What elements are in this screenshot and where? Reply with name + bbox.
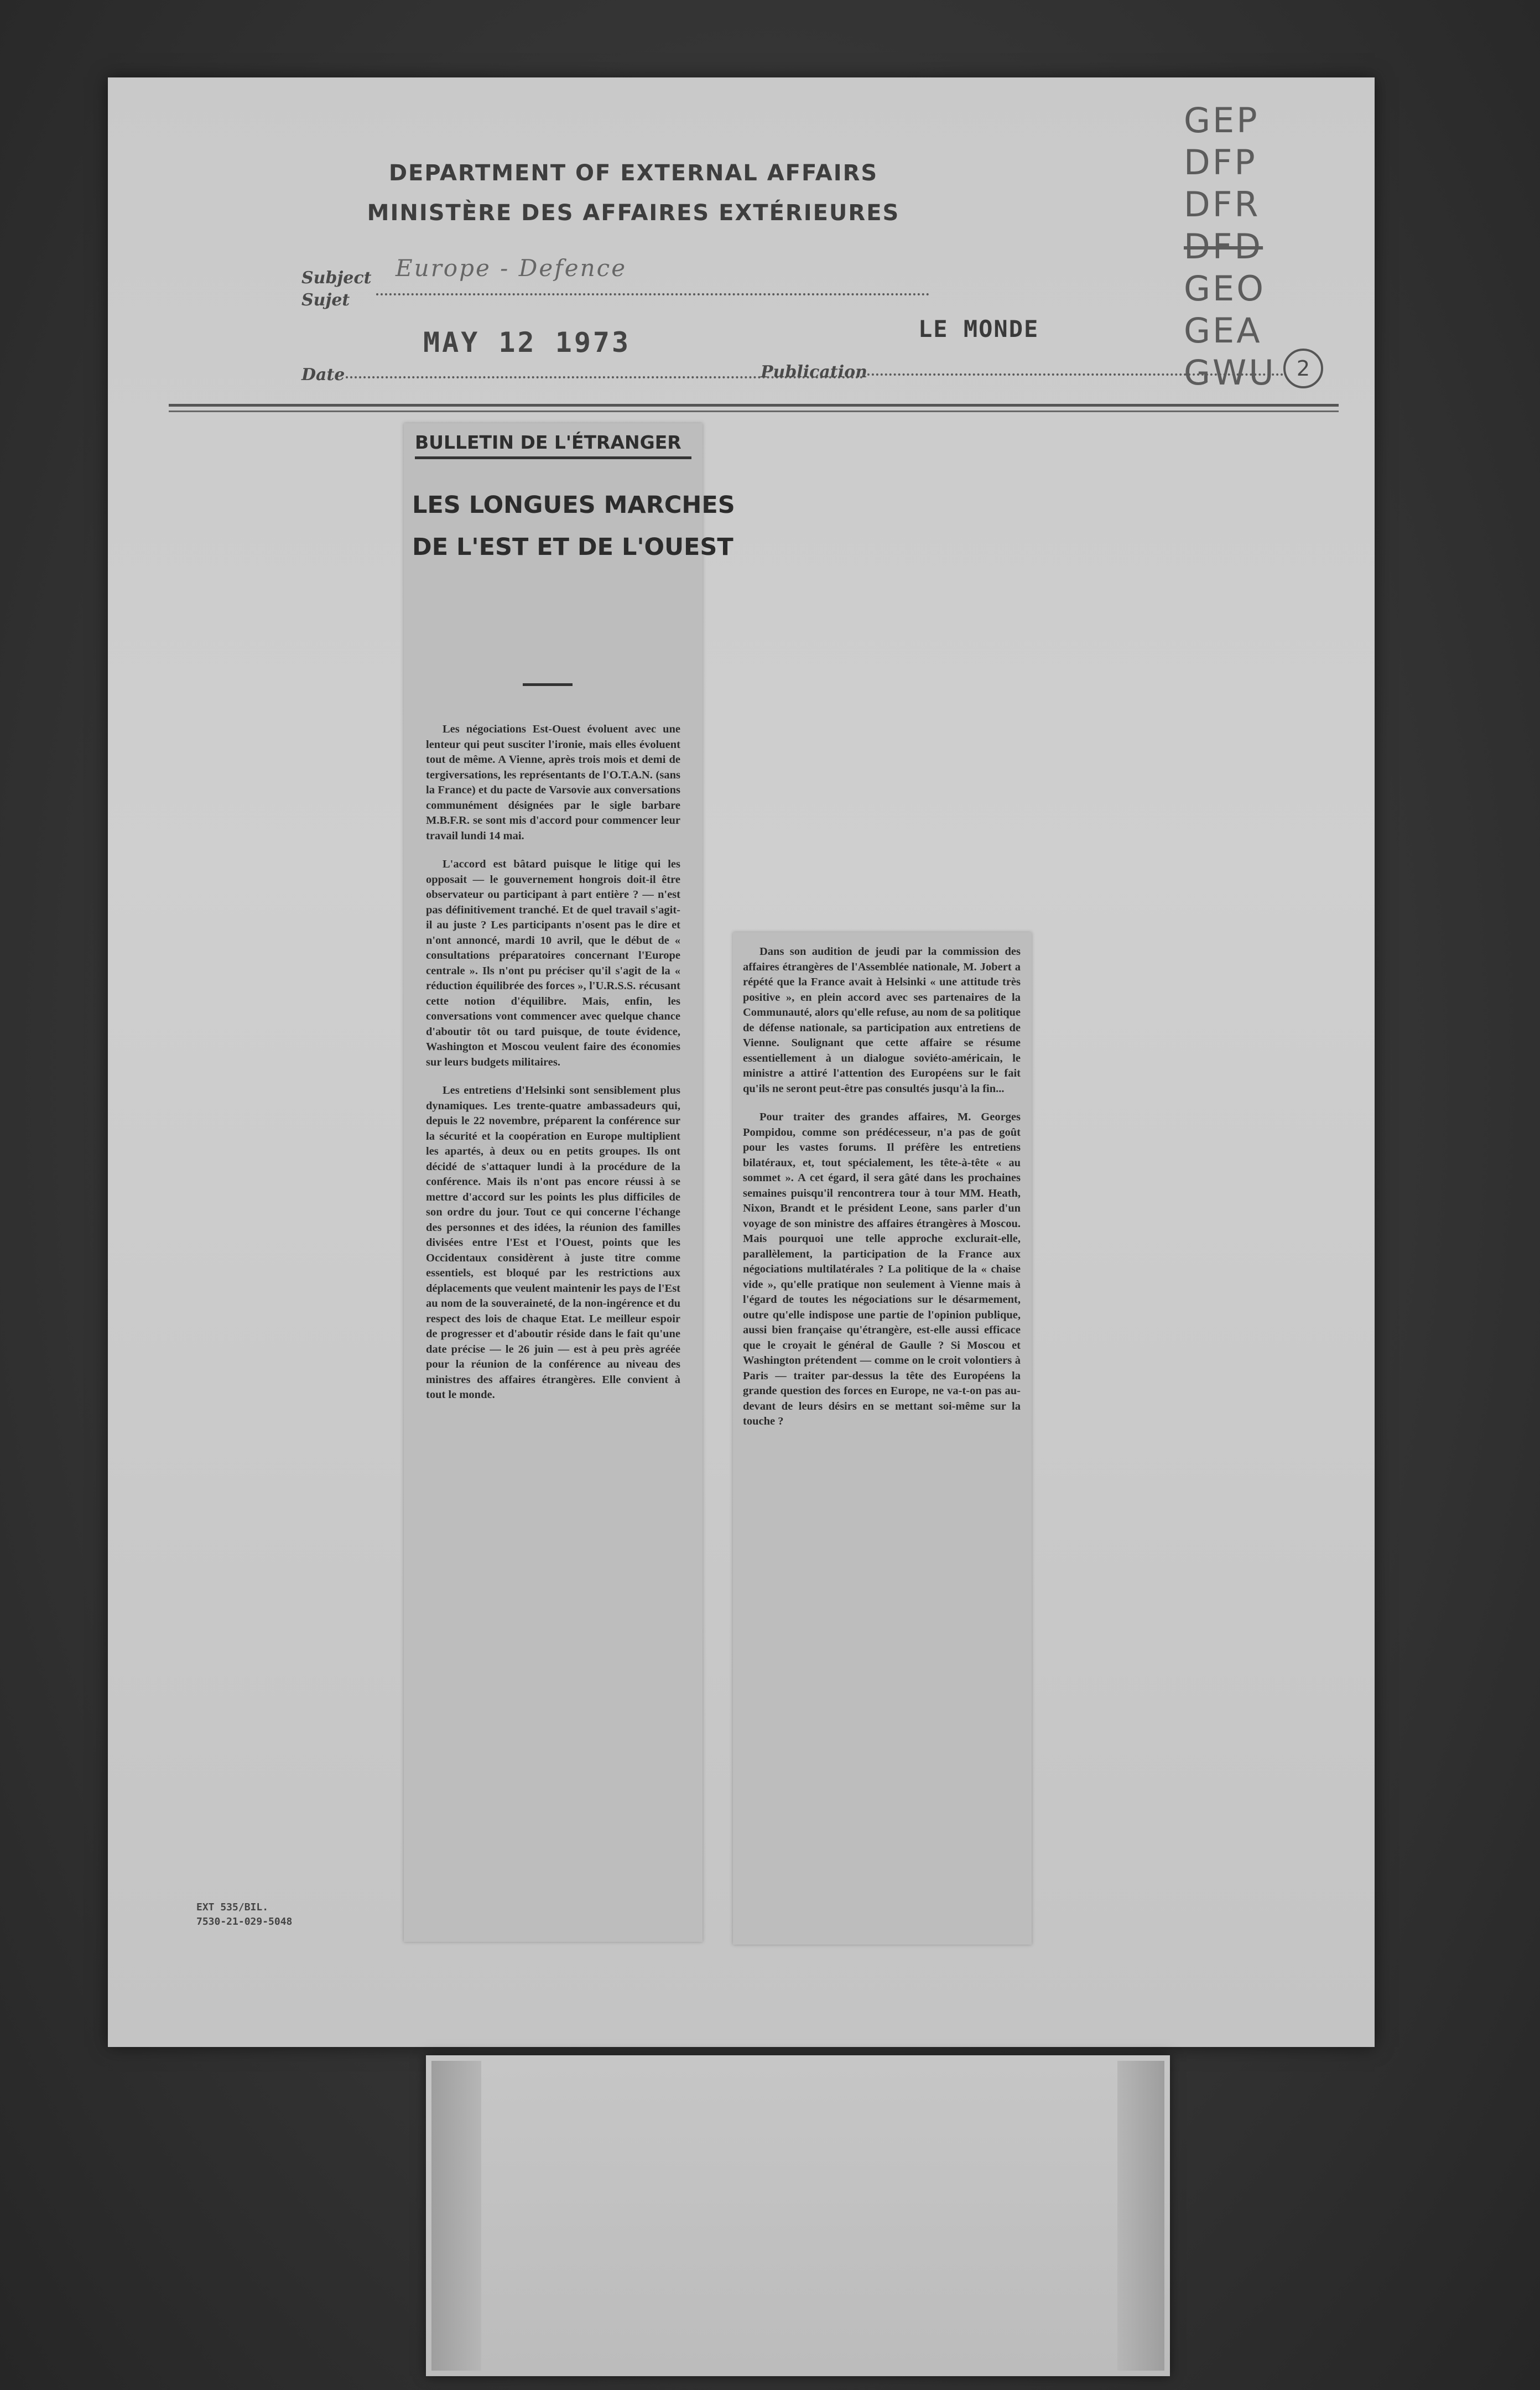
distribution-code: DFR: [1184, 184, 1261, 225]
department-name-english: DEPARTMENT OF EXTERNAL AFFAIRS: [388, 160, 878, 186]
card-edge-right: [1117, 2061, 1164, 2371]
distribution-codes: [1184, 100, 1350, 394]
distribution-code: GEO: [1184, 268, 1266, 309]
header-rule-secondary: [169, 411, 1339, 412]
microfilm-target-card: [426, 2055, 1170, 2376]
distribution-code-struck: DFD: [1184, 226, 1263, 267]
card-edge-left: [431, 2061, 481, 2371]
date-stamp: MAY 12 1973: [423, 326, 631, 358]
form-code-line: 7530-21-029-5048: [196, 1916, 293, 1927]
publication-stamp: LE MONDE: [918, 315, 1039, 342]
distribution-code: GWU: [1184, 352, 1276, 393]
article-paragraph: Les entretiens d'Helsinki sont sensiblement plus dynamiques. Les trente-quatre ambassadeurs qui, depuis le 22 novembre, préparent la conférence sur la sécurité et la coopération en Europe multiplient les apartés, à deux ou en petits groupes. Ils ont décidé de s'attaquer lundi à la procédure de la conférence. Mais ils n'ont pas encore réussi à se mettre d'accord sur les points les plus difficiles de son ordre du jour. Tout ce qui concerne l'échange des personnes et des idées, la réunion des familles divisées entre l'Est et l'Ouest, points que les Occidentaux considèrent à juste titre comme essentiels, est bloqué par les restrictions aux déplacements que veulent maintenir les pays de l'Est au nom de la souveraineté, de la non-ingérence et du respect des lois de chaque Etat. Le meilleur espoir de progresser et d'aboutir réside dans le fait qu'une date précise — le 26 juin — est à peu près agréée pour la réunion de la conférence au niveau des ministres des affaires étrangères. Elle convient à tout le monde.: [426, 1084, 680, 1401]
distribution-code: GEA: [1184, 310, 1262, 351]
page-number-circle: 2: [1283, 349, 1323, 388]
publication-label: Publication: [761, 362, 867, 382]
subject-label: Subject: [301, 268, 372, 288]
headline-separator: [523, 683, 573, 686]
article-paragraph: Les négociations Est-Ouest évoluent avec une lenteur qui peut susciter l'ironie, mais elles évoluent tout de même. A Vienne, après trois mois et demi de tergiversations, les représentants de l'O.T.A.N. (sans la France) et du pacte de Varsovie aux conversations communément désignées par le sigle barbare M.B.F.R. se sont mis d'accord pour commencer leur travail lundi 14 mai.: [426, 723, 680, 842]
distribution-code: GEP: [1184, 100, 1260, 141]
newspaper-clipping-left: [404, 423, 735, 1942]
date-label: Date: [301, 365, 345, 385]
subject-handwritten-value: Europe - Defence: [396, 254, 627, 282]
distribution-code: DFP: [1184, 142, 1257, 183]
department-name-french: MINISTÈRE DES AFFAIRES EXTÉRIEURES: [367, 200, 900, 226]
header-rule: [169, 404, 1339, 407]
headline-line: LES LONGUES MARCHES: [412, 491, 735, 519]
publication-field-line: [863, 373, 1283, 376]
sujet-label: Sujet: [301, 290, 350, 310]
article-paragraph: Pour traiter des grandes affaires, M. Georges Pompidou, comme son prédécesseur, n'a pas de goût pour les vastes forums. Il préfère les entretiens bilatéraux, et, tout spécialement, les tête-à-tête « au sommet ». A cet égard, il sera gâté dans les prochaines semaines puisqu'il rencontrera tour à tour MM. Heath, Nixon, Brandt et le président Leone, sans parler d'un voyage de son ministre des affaires étrangères à Moscou. Mais pourquoi une telle approche exclurait-elle, parallèlement, la participation de la France aux négociations multilatérales ? La politique de la « chaise vide », qu'elle pratique non seulement à Vienne mais à l'égard de toutes les négociations sur le désarmement, outre qu'elle indispose une partie de l'opinion publique, aussi bien française qu'étrangère, est-elle aussi efficace que le croyait le général de Gaulle ? Si Moscou et Washington prétendent — comme on le croit volontiers à Paris — traiter par-dessus la tête des Européens la grande question des forces en Europe, ne va-t-on pas au-devant de leurs désirs en se mettant soi-même sur la touche ?: [743, 1111, 1021, 1427]
article-headline: [412, 484, 735, 568]
form-code-line: EXT 535/BIL.: [196, 1901, 269, 1913]
article-paragraph: L'accord est bâtard puisque le litige qui les opposait — le gouvernement hongrois doit-il être observateur ou participant à part entière ? — n'est pas définitivement tranché. Et de quel travail s'agit-il au juste ? Les participants n'osent pas le dire et n'ont annoncé, mardi 10 avril, que le début de « consultations préparatoires concernant l'Europe centrale ». Ils n'ont pu préciser qu'il s'agit de la « réduction équilibrée des forces », l'U.R.S.S. récusant cette notion d'équilibre. Mais, enfin, les conversations vont commencer avec quelque chance d'aboutir tôt ou tard puisque, de toute évidence, Washington et Moscou veulent faire des économies sur leurs budgets militaires.: [426, 858, 680, 1068]
subject-field-line: [376, 293, 929, 295]
form-code: [196, 1900, 292, 1929]
newspaper-clipping-right: [733, 932, 1032, 1945]
article-paragraph: Dans son audition de jeudi par la commission des affaires étrangères de l'Assemblée nationale, M. Jobert a répété que la France avait à Helsinki « une attitude très positive », en plein accord avec ses partenaires de la Communauté, alors qu'elle refuse, au nom de sa politique de défense nationale, sa participation aux entretiens de Vienne. Soulignant que cette affaire se résume essentiellement à un dialogue soviéto-américain, le ministre a attiré l'attention des Européens sur le fait qu'ils ne seront peut-être pas consultés jusqu'à la fin...: [743, 945, 1021, 1095]
article-rubric: BULLETIN DE L'ÉTRANGER: [415, 432, 691, 459]
article-column-left: [426, 722, 680, 1416]
clipping-form-sheet: [108, 77, 1375, 2047]
article-column-right: [743, 944, 1021, 1443]
headline-line: DE L'EST ET DE L'OUEST: [412, 533, 733, 561]
